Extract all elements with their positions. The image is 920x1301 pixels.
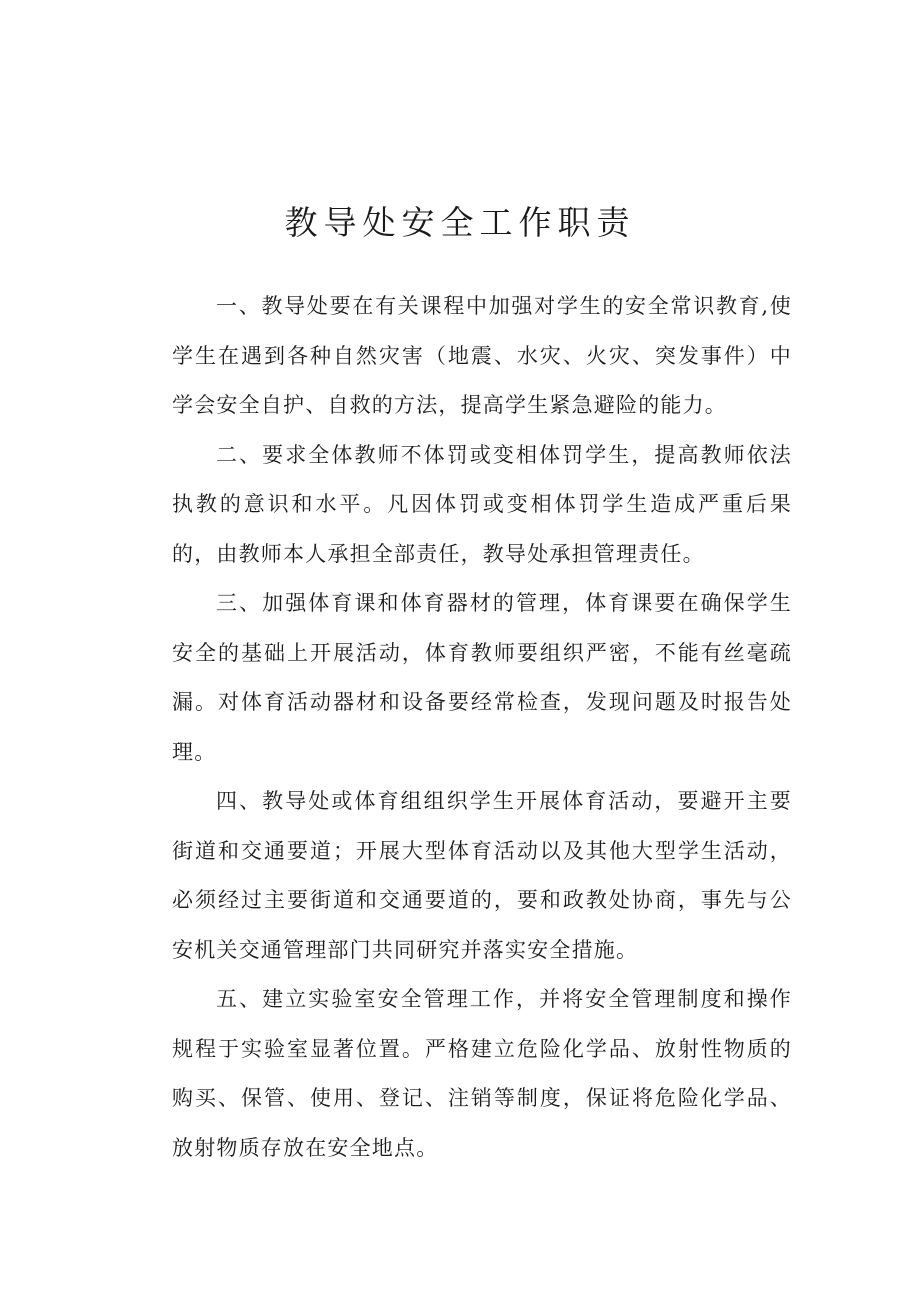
document-body [172,282,792,1173]
paragraph-5: 五、建立实验室安全管理工作，并将安全管理制度和操作规程于实验室显著位置。严格建立危险化学品、放射性物质的购买、保管、使用、登记、注销等制度，保证将危险化学品、放射物质存放在安全地点。 [172,987,792,1160]
paragraph-1: 一、教导处要在有关课程中加强对学生的安全常识教育,使学生在遇到各种自然灾害（地震、水灾、火灾、突发事件）中学会安全自护、自救的方法，提高学生紧急避险的能力。 [172,294,792,417]
paragraph-3: 三、加强体育课和体育器材的管理，体育课要在确保学生安全的基础上开展活动，体育教师要组织严密，不能有丝毫疏漏。对体育活动器材和设备要经常检查，发现问题及时报告处理。 [172,591,792,764]
paragraph-4: 四、教导处或体育组组织学生开展体育活动，要避开主要街道和交通要道；开展大型体育活动以及其他大型学生活动，必须经过主要街道和交通要道的，要和政教处协商，事先与公安机关交通管理部门共同研究并落实安全措施。 [172,789,792,962]
paragraph-2: 二、要求全体教师不体罚或变相体罚学生，提高教师依法执教的意识和水平。凡因体罚或变相体罚学生造成严重后果的，由教师本人承担全部责任，教导处承担管理责任。 [172,442,792,566]
page-title: 教导处安全工作职责 [284,203,636,242]
